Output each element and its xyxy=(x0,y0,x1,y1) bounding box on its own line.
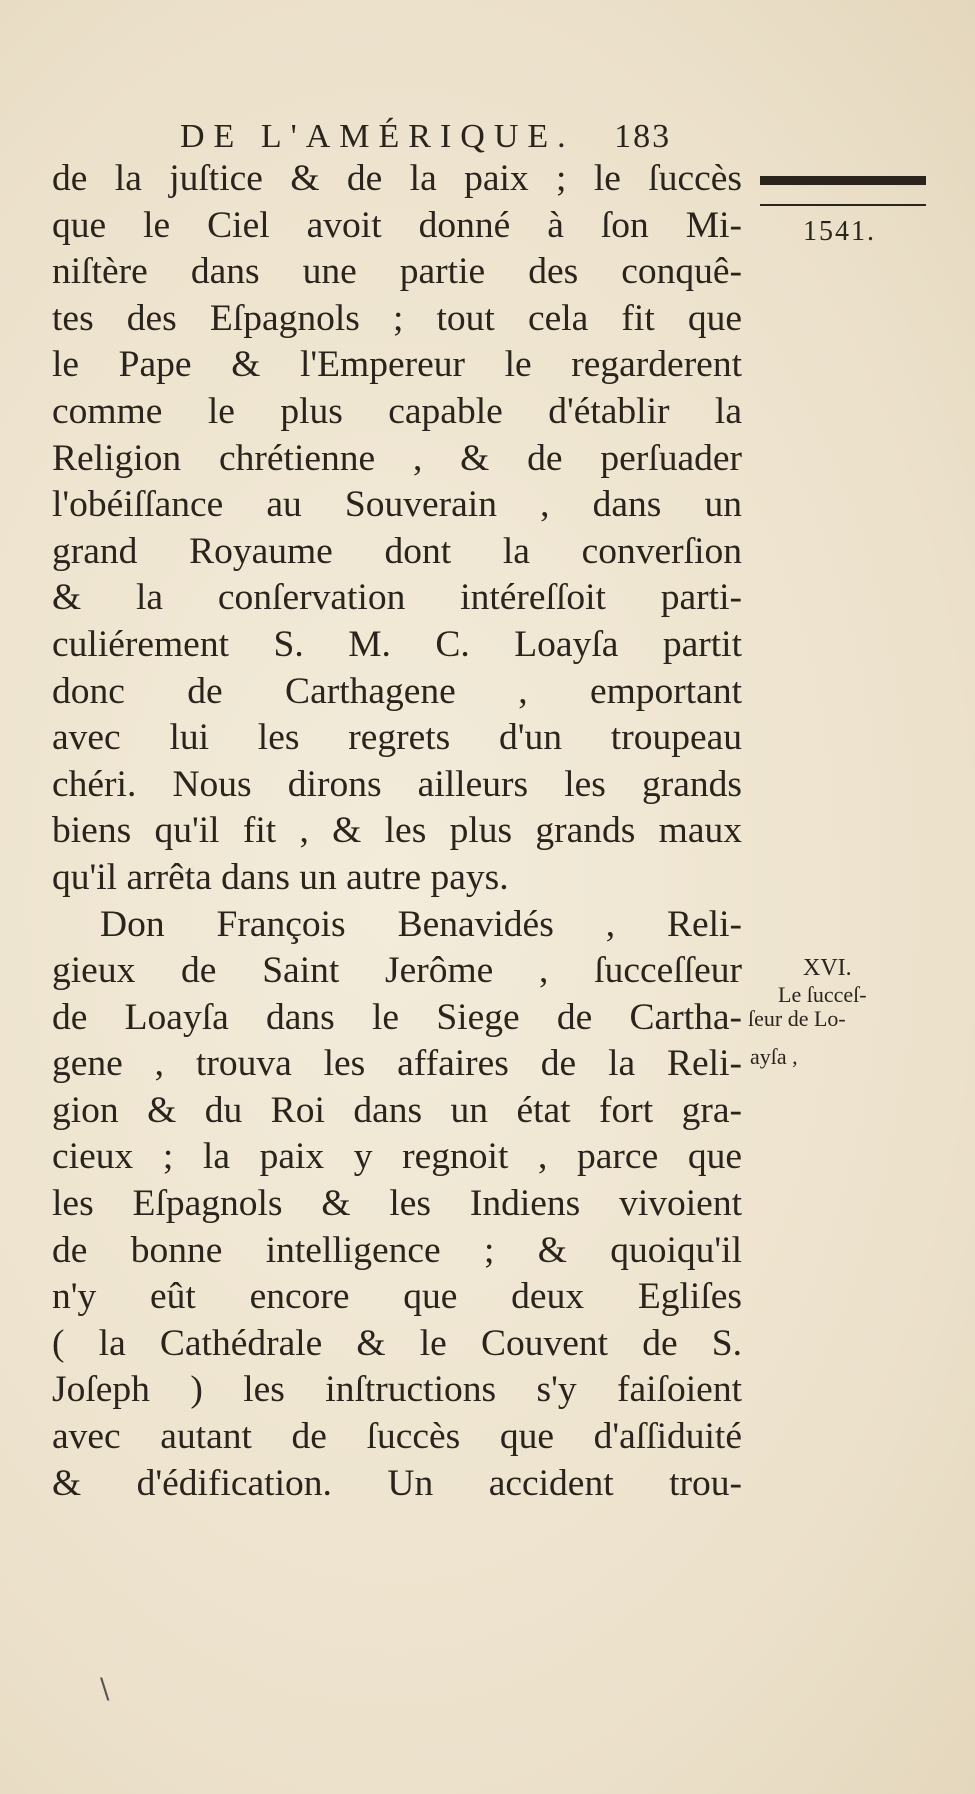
text-line: cieux ; la paix y regnoit , parce que xyxy=(52,1136,742,1178)
text-line: grand Royaume dont la converſion xyxy=(52,530,742,572)
text-line: biens qu'il fit , & les plus grands maux xyxy=(52,810,742,852)
text-line: Joſeph ) les inſtructions s'y faiſoient xyxy=(52,1369,742,1411)
text-line: de Loayſa dans le Siege de Cartha- xyxy=(52,996,742,1038)
margin-rule xyxy=(760,176,926,185)
margin-year: 1541. xyxy=(803,216,876,247)
text-line: culiérement S. M. C. Loayſa partit xyxy=(52,623,742,665)
text-line: avec autant de ſuccès que d'aſſiduité xyxy=(52,1416,742,1458)
margin-section-number: XVI. xyxy=(803,955,852,981)
margin-rule-thin xyxy=(760,204,926,206)
text-line: l'obéiſſance au Souverain , dans un xyxy=(52,484,742,526)
text-line: avec lui les regrets d'un troupeau xyxy=(52,717,742,759)
text-line: qu'il arrêta dans un autre pays. xyxy=(52,856,509,898)
text-line: Don François Benavidés , Reli- xyxy=(100,903,742,945)
text-line: Religion chrétienne , & de perſuader xyxy=(52,437,742,479)
running-header xyxy=(180,118,671,156)
text-line: comme le plus capable d'établir la xyxy=(52,390,742,432)
text-line: donc de Carthagene , emportant xyxy=(52,670,742,712)
text-line: & d'édification. Un accident trou- xyxy=(52,1462,742,1504)
text-line: niſtère dans une partie des conquê- xyxy=(52,251,742,293)
text-line: chéri. Nous dirons ailleurs les grands xyxy=(52,763,742,805)
text-line: gene , trouva les affaires de la Reli- xyxy=(52,1043,742,1085)
margin-note-line: ſeur de Lo- xyxy=(748,1006,846,1031)
body-text xyxy=(52,156,742,1507)
text-line: gieux de Saint Jerôme , ſucceſſeur xyxy=(52,950,742,992)
text-line: le Pape & l'Empereur le regarderent xyxy=(52,344,742,386)
text-line: tes des Eſpagnols ; tout cela fit que xyxy=(52,297,742,339)
text-line: de la juſtice & de la paix ; le ſuccès xyxy=(52,158,742,199)
margin-note-line: Le ſucceſ- xyxy=(778,982,867,1007)
text-line: n'y eût encore que deux Egliſes xyxy=(52,1276,742,1318)
text-line: ( la Cathédrale & le Couvent de S. xyxy=(52,1322,742,1364)
page-number: 183 xyxy=(614,118,672,155)
stray-mark: \ xyxy=(100,1672,110,1705)
text-line: gion & du Roi dans un état fort gra- xyxy=(52,1089,742,1131)
text-line: & la conſervation intéreſſoit parti- xyxy=(52,577,742,619)
running-title: DE L'AMÉRIQUE. xyxy=(180,118,575,155)
margin-note-line: ayſa , xyxy=(750,1044,798,1069)
text-line: les Eſpagnols & les Indiens vivoient xyxy=(52,1183,742,1225)
text-line: que le Ciel avoit donné à ſon Mi- xyxy=(52,204,742,246)
text-line: de bonne intelligence ; & quoiqu'il xyxy=(52,1229,742,1271)
